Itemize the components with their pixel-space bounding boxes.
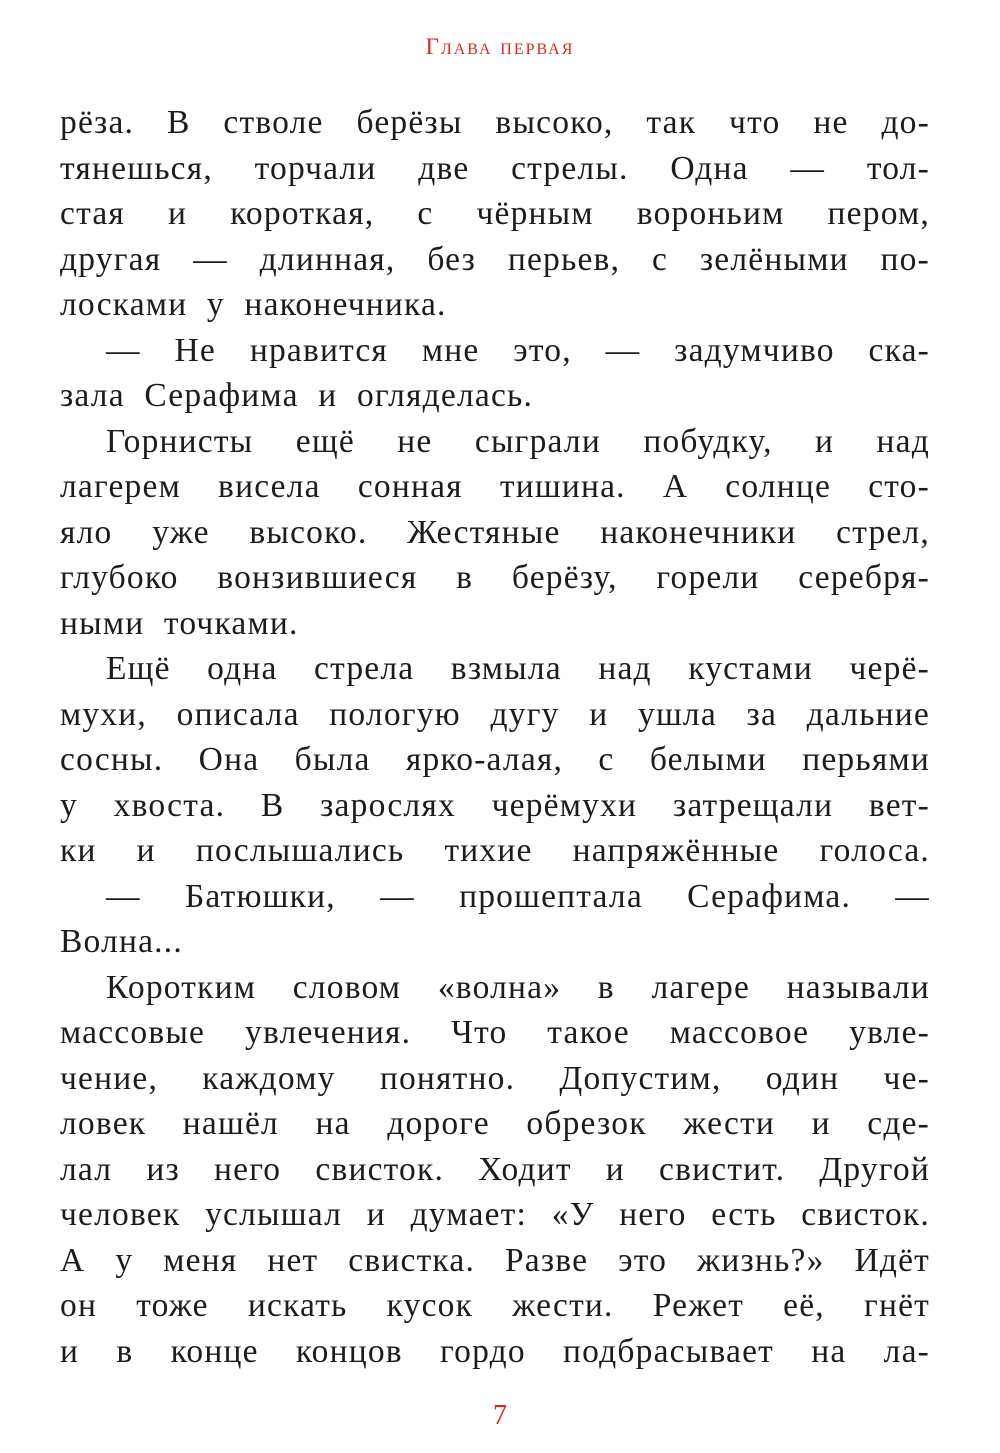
text-line: он тоже искать кусок жести. Режет её, гнёт xyxy=(60,1287,930,1324)
text-line: другая — длинная, без перьев, с зелёными по- xyxy=(60,240,930,278)
text-line: ловек нашёл на дороге обрезок жести и сде- xyxy=(60,1105,930,1142)
text-line: массовые увлечения. Что такое массовое увле- xyxy=(60,1014,930,1051)
text-line: сосны. Она была ярко-алая, с белыми перьями xyxy=(60,741,930,778)
text-line: и в конце концов гордо подбрасывает на ла- xyxy=(60,1332,930,1370)
text-line: А у меня нет свистка. Разве это жизнь?» Идёт xyxy=(60,1241,930,1279)
text-line: мухи, описала пологую дугу и ушла за дальние xyxy=(60,695,930,733)
text-line: яло уже высоко. Жестяные наконечники стрел, xyxy=(60,513,930,551)
text-line: ными точками. xyxy=(60,604,299,642)
text-line: глубоко вонзившиеся в берёзу, горели серебря- xyxy=(60,559,930,596)
page-number: 7 xyxy=(493,1400,507,1431)
text-line: — Батюшки, — прошептала Серафима. — xyxy=(106,877,930,915)
text-line: зала Серафима и огляделась. xyxy=(60,377,534,414)
text-line: у хвоста. В зарослях черёмухи затрещали вет- xyxy=(60,786,930,824)
text-line: ки и послышались тихие напряжённые голоса. xyxy=(60,832,930,869)
text-line: Коротким словом «волна» в лагере называли xyxy=(106,968,930,1006)
page-text xyxy=(60,100,930,1374)
text-line: Горнисты ещё не сыграли побудку, и над xyxy=(106,422,930,460)
text-line: лал из него свисток. Ходит и свистит. Другой xyxy=(60,1150,930,1188)
text-line: человек услышал и думает: «У него есть свисток. xyxy=(60,1196,930,1233)
text-line: Ещё одна стрела взмыла над кустами черё- xyxy=(106,650,930,687)
text-line: лагерем висела сонная тишина. А солнце сто- xyxy=(60,468,930,505)
text-line: тянешься, торчали две стрелы. Одна — тол- xyxy=(60,149,930,187)
text-line: — Не нравится мне это, — задумчиво ска- xyxy=(106,331,930,369)
text-line: рёза. В стволе берёзы высоко, так что не до- xyxy=(60,104,930,141)
text-line: Волна... xyxy=(60,923,183,960)
text-line: лосками у наконечника. xyxy=(60,286,447,323)
text-line: чение, каждому понятно. Допустим, один че- xyxy=(60,1059,930,1097)
text-line: стая и короткая, с чёрным вороньим пером, xyxy=(60,195,930,232)
chapter-title: Глава первая xyxy=(425,34,575,59)
